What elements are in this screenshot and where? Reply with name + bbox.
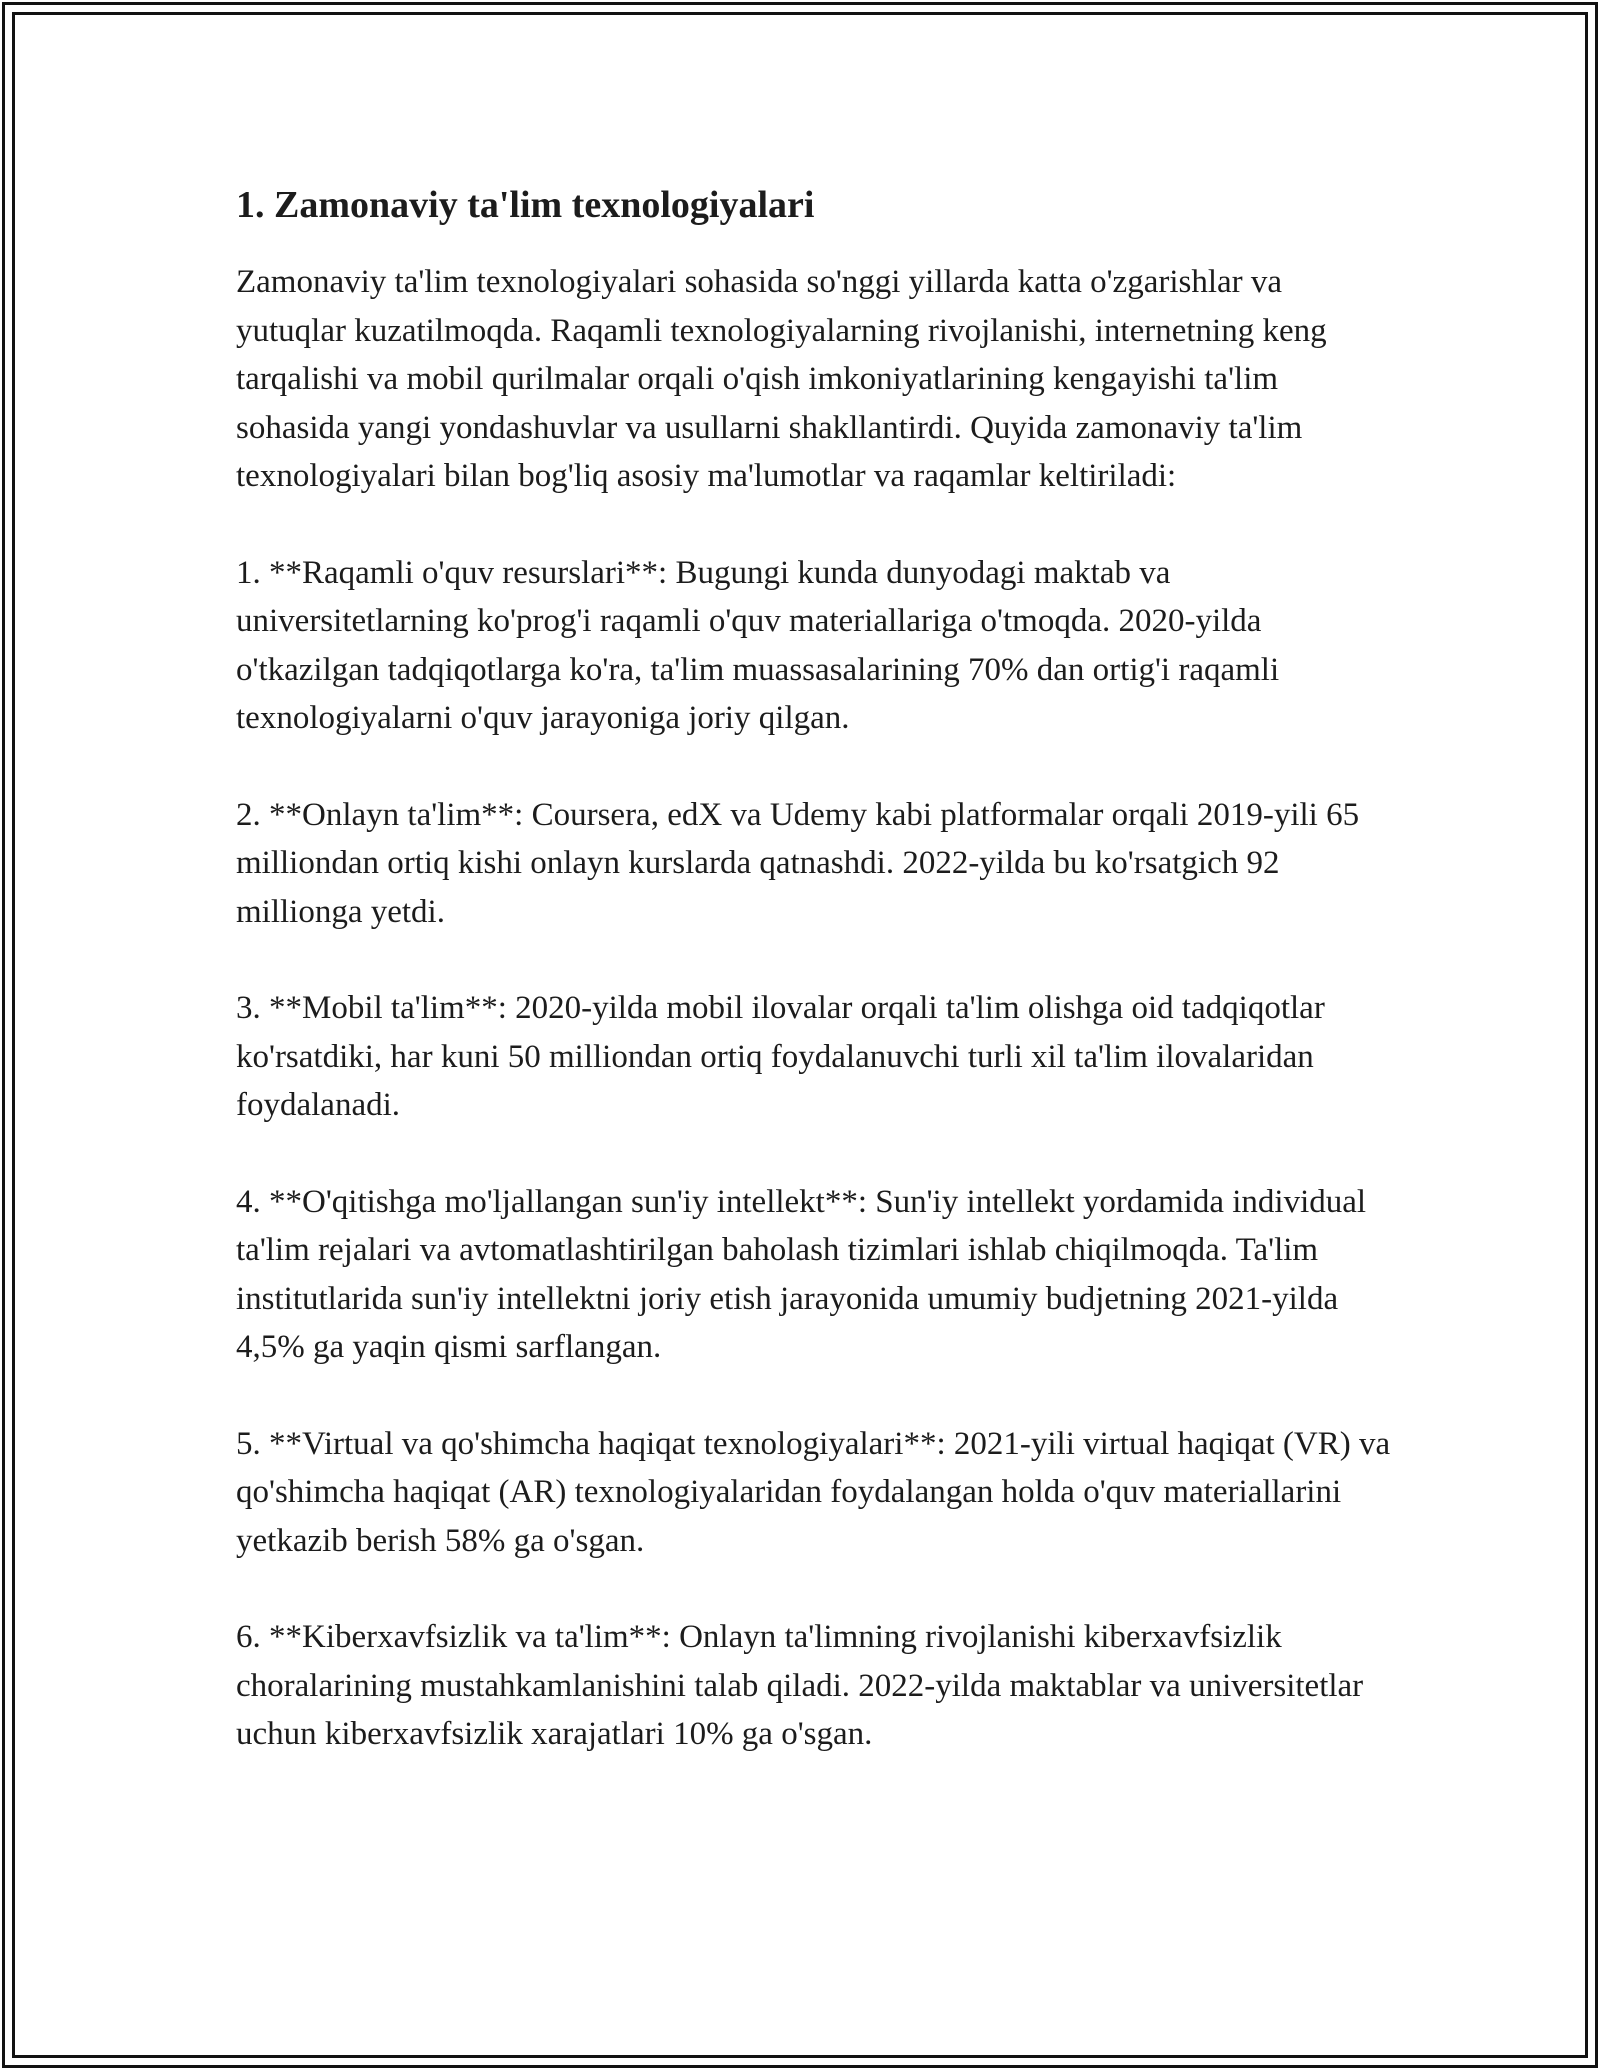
intro-paragraph: Zamonaviy ta'lim texnologiyalari sohasida so'nggi yillarda katta o'zgarishlar va yutuqlar kuzatilmoqda. Raqamli texnologiyalarning rivojlanishi, internetning keng tarqalishi va mobil qurilmalar orqali o'qish imkoniyatlarining kengayishi ta'lim sohasida yangi yondashuvlar va usullarni shakllantirdi. Quyida zamonaviy ta'lim texnologiyalari bilan bog'liq asosiy ma'lumotlar va raqamlar keltiriladi: [236,264,1327,494]
section-title: 1. Zamonaviy ta'lim texnologiyalari [236,184,815,226]
list-item-digital-resources: 1. **Raqamli o'quv resurslari**: Bugungi kunda dunyodagi maktab va universitetlarning ko'prog'i raqamli o'quv materiallariga o'tmoqda. 2020-yilda o'tkazilgan tadqiqotlarga ko'ra, ta'lim muassasalarining 70% dan ortig'i raqamli texnologiyalarni o'quv jarayoniga joriy qilgan. [236,554,1280,736]
list-item-online-learning: 2. **Onlayn ta'lim**: Coursera, edX va Udemy kabi platformalar orqali 2019-yili 65 milliondan ortiq kishi onlayn kurslarda qatnashdi. 2022-yilda bu ko'rsatgich 92 millionga yetdi. [236,796,1360,930]
list-item-vr-ar: 5. **Virtual va qo'shimcha haqiqat texnologiyalari**: 2021-yili virtual haqiqat (VR) va qo'shimcha haqiqat (AR) texnologiyalaridan foydalangan holda o'quv materiallarini yetkazib berish 58% ga o'sgan. [236,1425,1391,1559]
list-item-cybersecurity: 6. **Kiberxavfsizlik va ta'lim**: Onlayn ta'limning rivojlanishi kiberxavfsizlik choralarining mustahkamlanishini talab qiladi. 2022-yilda maktablar va universitetlar uchun kiberxavfsizlik xarajatlari 10% ga o'sgan. [236,1619,1364,1752]
document-body [236,178,1396,1807]
list-item-mobile-learning: 3. **Mobil ta'lim**: 2020-yilda mobil ilovalar orqali ta'lim olishga oid tadqiqotlar ko'rsatdiki, har kuni 50 milliondan ortiq foydalanuvchi turli xil ta'lim ilovalaridan foydalanadi. [236,990,1325,1123]
list-item-artificial-intelligence: 4. **O'qitishga mo'ljallangan sun'iy intellekt**: Sun'iy intellekt yordamida individual ta'lim rejalari va avtomatlashtirilgan baholash tizimlari ishlab chiqilmoqda. Ta'lim institutlarida sun'iy intellektni joriy etish jarayonida umumiy budjetning 2021-yilda 4,5% ga yaqin qismi sarflangan. [236,1183,1367,1365]
